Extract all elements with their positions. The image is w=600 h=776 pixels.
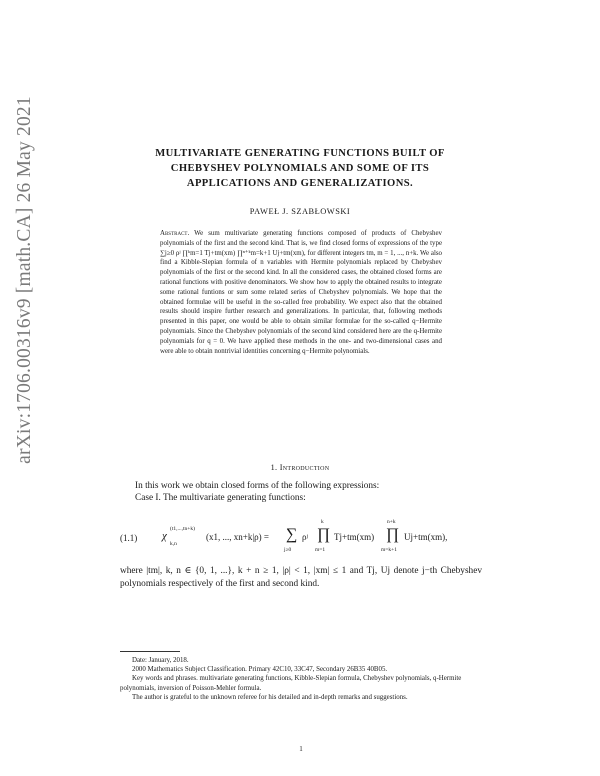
abstract-label: Abstract. xyxy=(160,230,190,237)
footnote-acknowledgement: The author is grateful to the unknown referee for his detailed and in-depth remarks and suggestions. xyxy=(132,693,408,701)
arxiv-identifier-stamp xyxy=(2,0,48,560)
page-number: 1 xyxy=(299,745,303,753)
sum-symbol: ∑ xyxy=(286,526,298,543)
section-title: Introduction xyxy=(279,463,330,472)
chi-symbol: χ xyxy=(162,530,167,542)
title-line-2: CHEBYSHEV POLYNOMIALS AND SOME OF ITS xyxy=(170,163,430,174)
product-symbol-1: ∏ xyxy=(317,526,331,543)
section-number: 1. xyxy=(270,463,278,472)
intro-line-1: In this work we obtain closed forms of the following expressions: xyxy=(135,481,380,491)
abstract-text: We sum multivariate generating functions composed of products of Chebyshev polynomials of the first and the second kind. That is, we find closed forms of expressions of the type ∑j≥0 ρʲ ∏ᵏm=1 Tj+tm(xm) ∏ⁿ⁺ᵏm=k+1 Uj+tm(xm), for different integers tm, m = 1, ..., n+k. We also find a Kibble-Slepian formula of n variables with Hermite polynomials replaced by Chebyshev polynomials of the first or the second kind. In all the considered cases, the obtained closed forms are rational functions with positive denominators. We show how to apply the obtained results to integrate some rational funtions or sum some related series of Chebyshev polynomials. We hope that the obtained formulae will be useful in the so-called free probability. We expect also that the obtained results should inspire further research and generalizations. In particular, that, following methods presented in this paper, one would be able to obtain similar formulae for the so-called q−Hermite polynomials. Since the Chebyshev polynomials of the second kind considered here are the q-Hermite polynomials for q = 0. We have applied these methods in the one- and two-dimensional cases and were able to obtain nontrivial identities concerning q−Hermite polynomials. xyxy=(160,230,442,355)
intro-paragraph-after-equation: where |tm|, k, n ∈ {0, 1, ...}, k + n ≥ 1, |ρ| < 1, |xm| ≤ 1 and Tj, Uj denote j−th Chebyshev polynomials respectively of the first and second kind. xyxy=(120,566,482,589)
chi-superscript: (t1,...,tn+k) xyxy=(170,526,195,532)
footnote-msc: 2000 Mathematics Subject Classification. Primary 42C10, 33C47, Secondary 26B35 40B05. xyxy=(132,666,388,674)
product-2-lower: m=k+1 xyxy=(381,547,397,553)
footnote-keywords: Key words and phrases. multivariate generating functions, Kibble-Slepian formula, Chebyshev polynomials, q-Hermite polynomials, inversion of Poisson-Mehler formula. xyxy=(120,675,462,692)
section-heading xyxy=(120,463,480,472)
chebyshev-u-term: Uj+tm(xm), xyxy=(404,532,448,542)
equation-1-1 xyxy=(120,519,482,563)
equation-body xyxy=(162,519,482,563)
chebyshev-t-term: Tj+tm(xm) xyxy=(334,532,375,542)
equation-number: (1.1) xyxy=(120,533,138,543)
rho-power: ρʲ xyxy=(302,532,308,542)
product-1-lower: m=1 xyxy=(315,547,326,553)
chi-subscript: k,n xyxy=(170,541,177,547)
product-2-upper: n+k xyxy=(387,519,396,525)
abstract xyxy=(160,229,442,356)
arxiv-identifier-text: arXiv:1706.00316v9 [math.CA] 26 May 2021 xyxy=(14,96,36,464)
intro-line-2: Case I. The multivariate generating functions: xyxy=(135,493,306,503)
footnote-date: Date: January, 2018. xyxy=(132,657,189,664)
title-line-1: MULTIVARIATE GENERATING FUNCTIONS BUILT OF xyxy=(155,148,445,159)
paper-title xyxy=(135,146,465,191)
footnotes xyxy=(120,656,482,702)
title-line-3: APPLICATIONS AND GENERALIZATIONS. xyxy=(186,178,414,189)
product-1-upper: k xyxy=(321,519,324,525)
footnote-divider xyxy=(120,651,180,652)
chi-arguments: (x1, ..., xn+k|ρ) = xyxy=(206,532,269,542)
sum-index: j≥0 xyxy=(284,547,292,553)
product-symbol-2: ∏ xyxy=(386,526,400,543)
author-name: PAWEŁ J. SZABŁOWSKI xyxy=(249,207,351,216)
